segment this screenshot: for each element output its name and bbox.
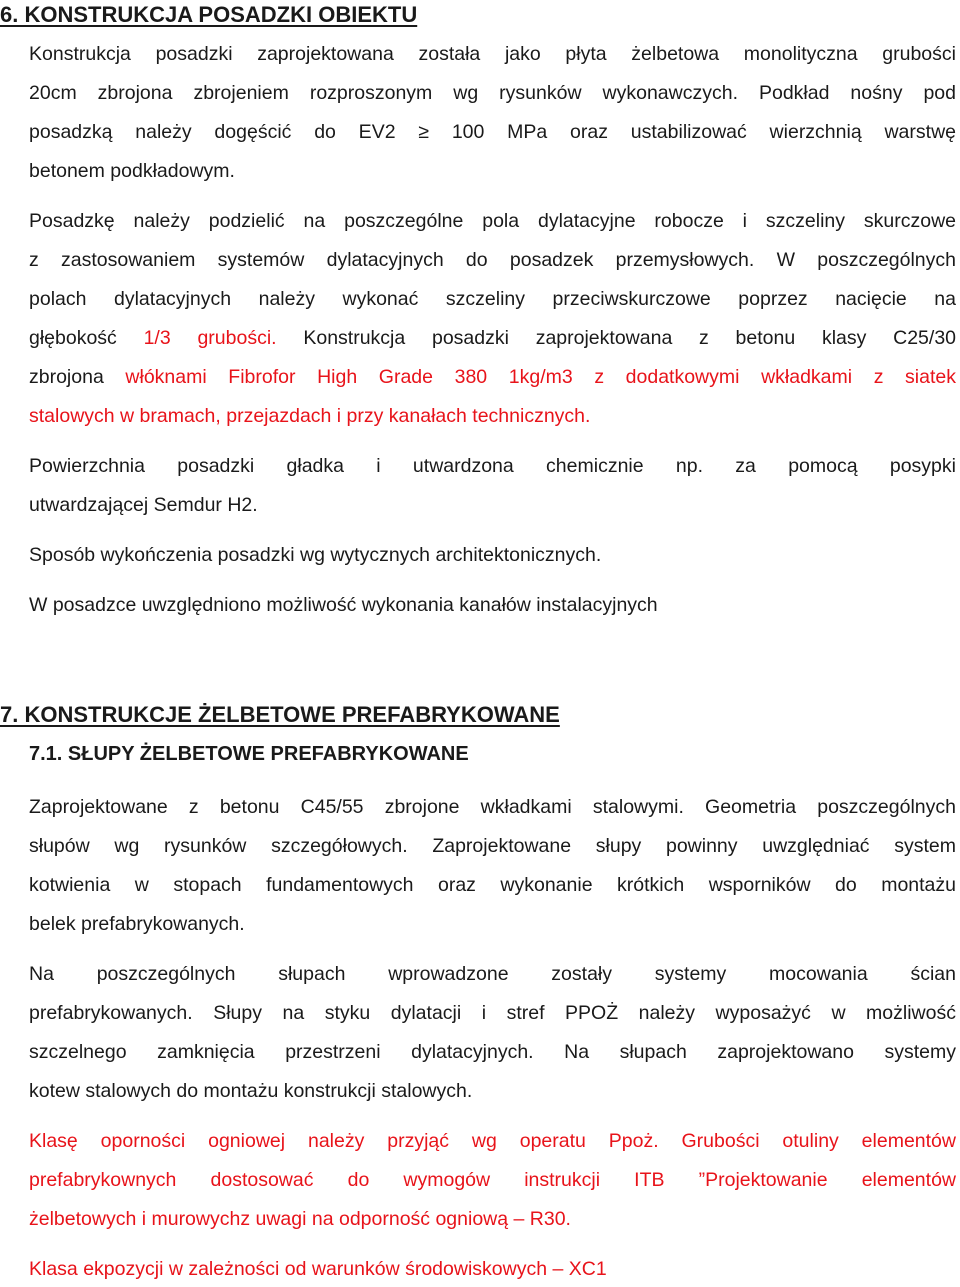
- paragraph-line-red: Klasa ekpozycji w zależności od warunków środowiskowych – XC1: [29, 1258, 607, 1280]
- paragraph-line: słupów wg rysunków szczegółowych. Zaprojektowane słupy powinny uwzględniać system: [29, 835, 956, 857]
- paragraph-line: Powierzchnia posadzki gładka i utwardzona chemicznie np. za pomocą posypki: [29, 455, 956, 477]
- highlight-red-span: z dodatkowymi wkładkami z siatek: [594, 366, 956, 388]
- paragraph-line: posadzką należy dogęścić do EV2 ≥ 100 MPa oraz ustabilizować wierzchnią warstwę: [29, 121, 956, 143]
- paragraph-mixed-line: [29, 365, 956, 389]
- highlight-red-span: włóknami Fibrofor High Grade 380: [125, 366, 488, 388]
- paragraph-line: kotew stalowych do montażu konstrukcji stalowych.: [29, 1080, 473, 1102]
- section-6-heading: 6. KONSTRUKCJA POSADZKI OBIEKTU: [0, 2, 418, 27]
- paragraph-line: z zastosowaniem systemów dylatacyjnych do posadzek przemysłowych. W poszczególnych: [29, 249, 956, 271]
- paragraph-line-red: żelbetowych i murowychz uwagi na odporność ogniową – R30.: [29, 1208, 571, 1230]
- paragraph-line: kotwienia w stopach fundamentowych oraz wykonanie krótkich wsporników do montażu: [29, 874, 956, 896]
- text-span: Konstrukcja posadzki zaprojektowana z betonu klasy C25/30: [303, 327, 957, 349]
- section-7-heading: 7. KONSTRUKCJE ŻELBETOWE PREFABRYKOWANE: [0, 702, 560, 727]
- highlight-red-span: 1kg/m3: [508, 366, 573, 388]
- paragraph-line: 20cm zbrojona zbrojeniem rozproszonym wg rysunków wykonawczych. Podkład nośny pod: [29, 82, 956, 104]
- paragraph-line: betonem podkładowym.: [29, 160, 235, 182]
- subsection-7-1-heading: 7.1. SŁUPY ŻELBETOWE PREFABRYKOWANE: [29, 743, 469, 765]
- paragraph-line: utwardzającej Semdur H2.: [29, 494, 258, 516]
- paragraph-line: W posadzce uwzględniono możliwość wykonania kanałów instalacyjnych: [29, 594, 658, 616]
- text-span: głębokość: [29, 327, 117, 349]
- paragraph-line: belek prefabrykowanych.: [29, 913, 245, 935]
- paragraph-line: szczelnego zamknięcia przestrzeni dylatacyjnych. Na słupach zaprojektowano systemy: [29, 1041, 956, 1063]
- paragraph-line: polach dylatacyjnych należy wykonać szczeliny przeciwskurczowe poprzez nacięcie na: [29, 288, 956, 310]
- paragraph-line: Posadzkę należy podzielić na poszczególne pola dylatacyjne robocze i szczeliny skurczowe: [29, 210, 956, 232]
- paragraph-line-red: prefabrykownych dostosować do wymogów instrukcji ITB ”Projektowanie elementów: [29, 1169, 956, 1191]
- paragraph-line-red: stalowych w bramach, przejazdach i przy kanałach technicznych.: [29, 405, 591, 427]
- paragraph-line: Zaprojektowane z betonu C45/55 zbrojone wkładkami stalowymi. Geometria poszczególnych: [29, 796, 956, 818]
- paragraph-line-red: Klasę oporności ogniowej należy przyjąć wg operatu Ppoż. Grubości otuliny elementów: [29, 1130, 956, 1152]
- text-span: zbrojona: [29, 366, 104, 388]
- paragraph-line: Na poszczególnych słupach wprowadzone zostały systemy mocowania ścian: [29, 963, 956, 985]
- paragraph-mixed-line: [29, 326, 956, 350]
- paragraph-line: Konstrukcja posadzki zaprojektowana została jako płyta żelbetowa monolityczna grubości: [29, 43, 956, 65]
- highlight-red-span: 1/3 grubości.: [143, 327, 277, 349]
- paragraph-line: Sposób wykończenia posadzki wg wytycznych architektonicznych.: [29, 544, 602, 566]
- paragraph-line: prefabrykowanych. Słupy na styku dylatacji i stref PPOŻ należy wyposażyć w możliwość: [29, 1002, 956, 1024]
